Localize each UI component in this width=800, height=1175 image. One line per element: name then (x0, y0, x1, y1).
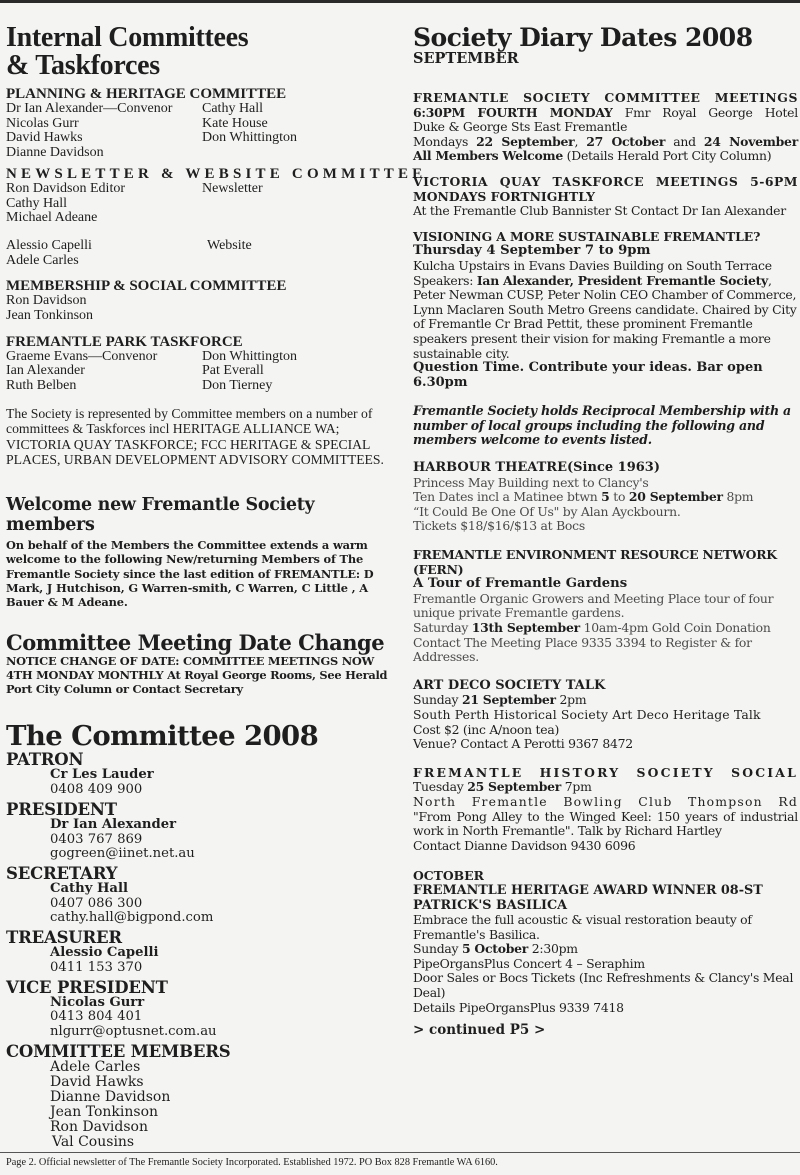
welcome-heading: Welcome new Fremantle Society members (6, 494, 315, 535)
details-text: (Details Herald Port City Column) (566, 148, 772, 164)
event-closing: Question Time. Contribute your ideas. Bar open 6.30pm (413, 360, 763, 390)
event-date (413, 693, 798, 708)
welcome-text: All Members Welcome (413, 148, 563, 164)
title-line-1: Internal Committees (6, 22, 249, 53)
event-line: South Perth Historical Society Art Deco Heritage Talk (413, 706, 761, 722)
event-body: At the Fremantle Club Bannister St Contact Dr Ian Alexander (413, 203, 786, 219)
event-title: VICTORIA QUAY TASKFORCE MEETINGS 5-6PM (413, 173, 798, 189)
event-venue-line: Duke & George Sts East Fremantle (413, 119, 628, 135)
membership-social-committee (6, 278, 398, 323)
member-name: Don Tierney (202, 378, 273, 394)
phone-number: 0407 086 300 (50, 895, 143, 911)
time: 7pm (564, 779, 592, 795)
date: 21 September (461, 692, 556, 708)
time: 2pm (559, 692, 587, 708)
event-venue: Fmr Royal George Hotel (624, 104, 798, 120)
dates-prefix: Ten Dates incl a Matinee btwn (413, 489, 598, 505)
role-committee-members (6, 1043, 398, 1150)
event-concert: PipeOrgansPlus Concert 4 – Seraphim (413, 955, 645, 971)
date-2: 27 October (586, 133, 666, 149)
event-time: 6:30PM FOURTH MONDAY (413, 104, 613, 120)
member-name: Michael Adeane (6, 210, 98, 226)
date: 25 September (467, 779, 562, 795)
event-fs-committee-meetings (413, 91, 798, 164)
role-vice-president (6, 979, 398, 1040)
event-dates: Mondays 22 September, 27 October and 24 November (413, 133, 798, 149)
member-name: Jean Tonkinson (6, 308, 94, 324)
phone-number: 0403 767 869 (50, 831, 143, 847)
member-name: Pat Everall (202, 363, 264, 379)
event-speakers (413, 274, 798, 362)
event-title: VISIONING A MORE SUSTAINABLE FREMANTLE? (413, 228, 761, 244)
member-name: Adele Carles (6, 252, 79, 268)
member-name: Nicolas Gurr (6, 115, 79, 131)
role-treasurer (6, 929, 398, 975)
role-title: TREASURER (6, 928, 122, 948)
dates-and: and (673, 133, 696, 149)
event-play: “It Could Be One Of Us" by Alan Ayckbourn. (413, 503, 681, 519)
newsletter-heading: NEWSLETTER & WEBSITE COMMITTEE (6, 165, 427, 182)
membership-heading: MEMBERSHIP & SOCIAL COMMITTEE (6, 278, 287, 295)
speakers-label: Speakers: (413, 272, 474, 288)
represented-paragraph: The Society is represented by Committee members on a number of committees & Taskforces incl HERITAGE ALLIANCE WA; VICTORIA QUAY TASKFORCE; FCC HERITAGE & SPECIAL PLACES, URBAN DEVELOPMENT ADVISORY COMMITTEES. (6, 405, 384, 468)
welcome-new-members (6, 495, 398, 610)
event-title: FREMANTLE HERITAGE AWARD WINNER 08-ST PATRICK'S BASILICA (413, 882, 763, 913)
role-secretary (6, 865, 398, 926)
member-name: Dianne Davidson (6, 145, 104, 161)
event-venue: North Fremantle Bowling Club Thompson Rd (413, 793, 798, 809)
event-when: Thursday 4 September 7 to 9pm (413, 243, 651, 259)
event-victoria-quay (413, 175, 798, 219)
event-title: FREMANTLE HISTORY SOCIETY SOCIAL (413, 764, 798, 780)
role-title: COMMITTEE MEMBERS (6, 1041, 231, 1061)
meeting-change-heading: Committee Meeting Date Change (6, 629, 385, 655)
member-name: Ron Davidson (6, 293, 87, 309)
member-name: Dr Ian Alexander—Convenor (6, 101, 173, 116)
newsletter-website-committee (6, 165, 427, 269)
event-date (413, 780, 798, 795)
person-name: Alessio Capelli (50, 945, 159, 961)
email-address[interactable]: nlgurr@optusnet.com.au (50, 1023, 217, 1039)
date-start: 5 (601, 489, 610, 505)
event-subtitle: MONDAYS FORTNIGHTLY (413, 188, 595, 204)
member-name: Kate House (202, 115, 268, 131)
event-art-deco (413, 679, 798, 752)
event-venue: Kulcha Upstairs in Evans Davies Building on South Terrace (413, 257, 772, 273)
event-fern (413, 548, 798, 665)
role-title: SECRETARY (6, 864, 118, 883)
member-name: Don Whittington (202, 130, 298, 146)
continued-link[interactable]: > continued P5 > (413, 1022, 546, 1039)
event-history-society (413, 766, 798, 854)
member-name: Don Whittington (202, 348, 298, 364)
date: 13th September (471, 620, 580, 635)
committee-member: Jean Tonkinson (50, 1103, 159, 1120)
internal-committees-title (6, 24, 398, 80)
event-date (413, 942, 798, 957)
email-address[interactable]: cathy.hall@bigpond.com (50, 910, 214, 926)
right-column (413, 0, 798, 1038)
date-end: 20 September (628, 489, 723, 505)
event-basilica (413, 869, 798, 1015)
fremantle-park-taskforce (6, 334, 398, 394)
committee-member: Dianne Davidson (50, 1088, 171, 1105)
committee-member: Val Cousins (52, 1133, 135, 1150)
month-october: OCTOBER (413, 868, 484, 884)
event-cost: Cost $2 (inc A/noon tea) (413, 721, 560, 737)
event-details: Details PipeOrgansPlus 9339 7418 (413, 999, 624, 1015)
footer-rule (0, 1152, 800, 1153)
day: Sunday (413, 692, 459, 708)
event-line: Princess May Building next to Clancy's (413, 474, 649, 490)
event-contact: Venue? Contact A Perotti 9367 8472 (413, 736, 633, 752)
member-name: Ruth Belben (6, 378, 77, 394)
role-label: Website (207, 237, 252, 253)
title-line-2: & Taskforces (6, 50, 160, 81)
member-name: Cathy Hall (6, 195, 68, 211)
event-title: FREMANTLE ENVIRONMENT RESOURCE NETWORK (FERN) (413, 547, 777, 577)
role-title: PRESIDENT (6, 799, 117, 819)
committee-member: Adele Carles (50, 1058, 141, 1075)
role-label: Newsletter (202, 180, 263, 196)
event-contact: Contact Dianne Davidson 9430 6096 (413, 837, 636, 853)
role-title: VICE PRESIDENT (6, 977, 168, 997)
time: 2:30pm (531, 941, 578, 957)
left-column (6, 0, 427, 1153)
committee-2008 (6, 721, 398, 1149)
committee-heading: The Committee 2008 (6, 720, 319, 753)
event-harbour-theatre (413, 461, 798, 534)
event-welcome (413, 149, 798, 164)
member-name: Ian Alexander (6, 363, 85, 379)
day: Sunday (413, 941, 459, 957)
role-president (6, 801, 398, 862)
event-line: Embrace the full acoustic & visual restoration beauty of Fremantle's Basilica. (413, 912, 752, 942)
date: 5 October (461, 941, 529, 957)
meeting-change-body: NOTICE CHANGE OF DATE: COMMITTEE MEETINGS NOW 4TH MONDAY MONTHLY At Royal George Rooms, See Herald Port City Column or Contact Secretary (6, 653, 388, 697)
person-name: Cathy Hall (50, 881, 128, 896)
committee-member: David Hawks (50, 1073, 144, 1090)
event-date (413, 621, 798, 636)
member-name: David Hawks (6, 130, 83, 146)
speakers-rest: , Peter Newman CUSP, Peter Nolin CEO Chamber of Commerce, Lynn Maclaren South Metro Greens candidate. Chaired by City of Fremantle Cr Brad Pettit, these prominent Fremantle speakers present their vision for making Fremantle a more sustainable city. (413, 272, 797, 361)
event-line: Fremantle Organic Growers and Meeting Place tour of four unique private Fremantle gardens. (413, 590, 774, 621)
time-info: 10am-4pm Gold Coin Donation (583, 620, 771, 635)
role-title: PATRON (6, 750, 84, 770)
event-tickets: Tickets $18/$16/$13 at Bocs (413, 518, 585, 534)
event-time: 8pm (726, 489, 754, 505)
meeting-date-change (6, 629, 398, 697)
event-title: ART DECO SOCIETY TALK (413, 677, 606, 693)
person-name: Cr Les Lauder (50, 767, 154, 783)
event-tickets: Door Sales or Bocs Tickets (Inc Refreshments & Clancy's Meal Deal) (413, 970, 794, 1001)
reciprocal-note: Fremantle Society holds Reciprocal Membership with a number of local groups including the following and members welcome to events listed. (413, 403, 791, 448)
committee-member: Ron Davidson (50, 1118, 148, 1135)
planning-heritage-committee (6, 86, 398, 161)
member-name: Graeme Evans—Convenor (6, 348, 158, 364)
page-footer: Page 2. Official newsletter of The Fremantle Society Incorporated. Established 1972. PO Box 828 Fremantle WA 6160. (6, 1157, 498, 1168)
dates-prefix: Mondays (413, 133, 469, 149)
speakers-highlight: Ian Alexander, President Fremantle Society (476, 272, 769, 288)
phone-number: 0413 804 401 (50, 1009, 143, 1025)
phone-number: 0411 153 370 (50, 959, 143, 975)
person-name: Dr Ian Alexander (50, 816, 177, 832)
date-3: 24 November (703, 133, 798, 149)
member-name: Ron Davidson Editor (6, 180, 125, 196)
event-title: HARBOUR THEATRE(Since 1963) (413, 460, 660, 476)
diary-title: Society Diary Dates 2008 (413, 23, 753, 52)
day: Saturday (413, 620, 469, 635)
date-1: 22 September (476, 133, 575, 149)
event-dates (413, 490, 798, 505)
role-patron (6, 751, 398, 797)
day: Tuesday (413, 779, 464, 795)
event-visioning (413, 230, 798, 391)
welcome-body: On behalf of the Members the Committee extends a warm welcome to the following New/returning Members of The Fremantle Society since the last edition of FREMANTLE: D Mark, J Hutchison, G Warren-smith, C Warren, C Little , A Bauer & M Adeane. (6, 537, 374, 610)
member-name: Alessio Capelli (6, 237, 92, 253)
month-september: SEPTEMBER (413, 50, 519, 67)
email-address[interactable]: gogreen@iinet.net.au (50, 846, 195, 862)
event-title: FREMANTLE SOCIETY COMMITTEE MEETINGS (413, 90, 798, 105)
planning-heading: PLANNING & HERITAGE COMMITTEE (6, 86, 287, 102)
event-talk: "From Pong Alley to the Winged Keel: 150 years of industrial work in North Fremantle". Talk by Richard Hartley (413, 808, 798, 839)
park-heading: FREMANTLE PARK TASKFORCE (6, 333, 243, 350)
event-subtitle: A Tour of Fremantle Gardens (413, 576, 628, 592)
dates-to: to (613, 489, 626, 505)
member-name: Cathy Hall (202, 101, 264, 116)
person-name: Nicolas Gurr (50, 994, 145, 1010)
event-line (413, 106, 798, 121)
event-contact: Contact The Meeting Place 9335 3394 to Register & for Addresses. (413, 634, 752, 665)
phone-number: 0408 409 900 (50, 782, 143, 798)
